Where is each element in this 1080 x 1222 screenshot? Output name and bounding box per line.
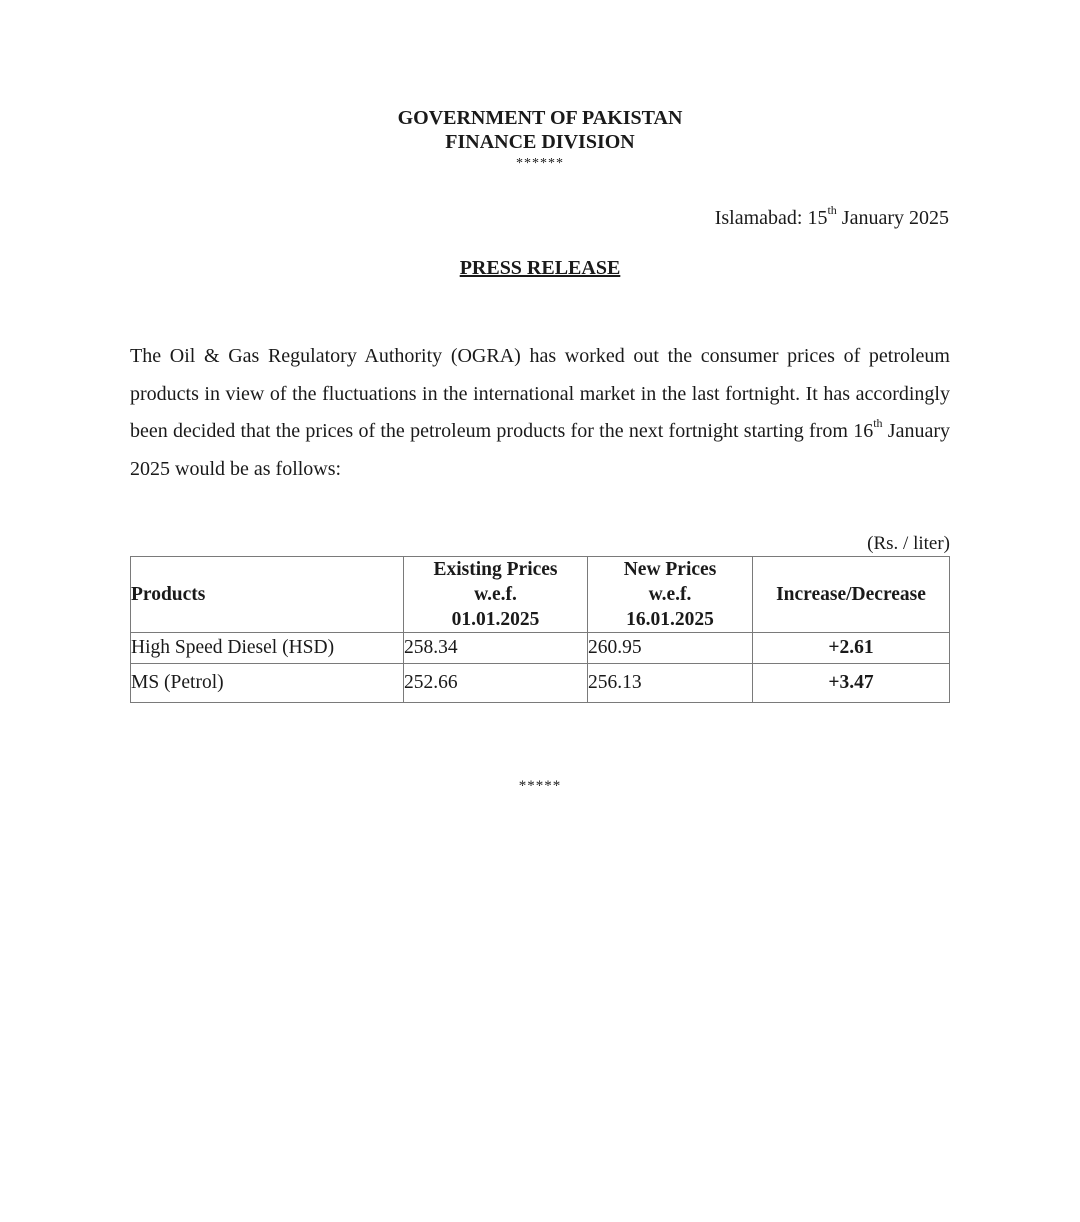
cell-existing-price: 252.66 (404, 664, 588, 703)
cell-new-price: 256.13 (588, 664, 753, 703)
dateline-month-year: January 2025 (836, 207, 949, 229)
table-row (131, 633, 950, 664)
header-government: GOVERNMENT OF PAKISTAN (397, 107, 683, 129)
header-new-prices (588, 557, 753, 633)
dateline-ordinal: th (827, 203, 837, 218)
cell-existing-price: 258.34 (404, 633, 588, 664)
header-products: Products (131, 557, 404, 633)
header-new-line3: 16.01.2025 (626, 609, 714, 630)
header-existing-line3: 01.01.2025 (451, 609, 540, 630)
header-existing-line2: w.e.f. (474, 584, 517, 605)
table-header-row (131, 557, 950, 633)
dateline (715, 205, 949, 231)
cell-change: +3.47 (753, 664, 950, 703)
page-title: PRESS RELEASE (459, 257, 621, 279)
body-ordinal: th (873, 416, 883, 431)
cell-product: MS (Petrol) (131, 664, 404, 703)
header-new-line1: New Prices (623, 559, 717, 580)
cell-product: High Speed Diesel (HSD) (131, 633, 404, 664)
body-text-part2: January 2025 would be as follows: (130, 420, 951, 480)
footer-separator: ***** (518, 778, 562, 794)
header-new-line2: w.e.f. (648, 584, 692, 605)
price-table (130, 556, 950, 703)
header-increase-decrease: Increase/Decrease (753, 557, 950, 633)
cell-change: +2.61 (753, 633, 950, 664)
header-existing-line1: Existing Prices (433, 559, 558, 580)
table-row (131, 664, 950, 703)
header-division: FINANCE DIVISION (445, 131, 635, 153)
body-text-part1: The Oil & Gas Regulatory Authority (OGRA) has worked out the consumer prices of petroleum products in view of the fluctuations in the international market in the last fortnight. It has accordingly been decided that the prices of the petroleum products for the next fortnight starting from 16 (130, 345, 950, 442)
cell-new-price: 260.95 (588, 633, 753, 664)
header-separator: ****** (516, 156, 564, 171)
dateline-place-date: Islamabad: 15 (714, 207, 828, 229)
unit-note: (Rs. / liter) (867, 533, 950, 554)
header-existing-prices (404, 557, 588, 633)
body-paragraph (130, 338, 950, 488)
